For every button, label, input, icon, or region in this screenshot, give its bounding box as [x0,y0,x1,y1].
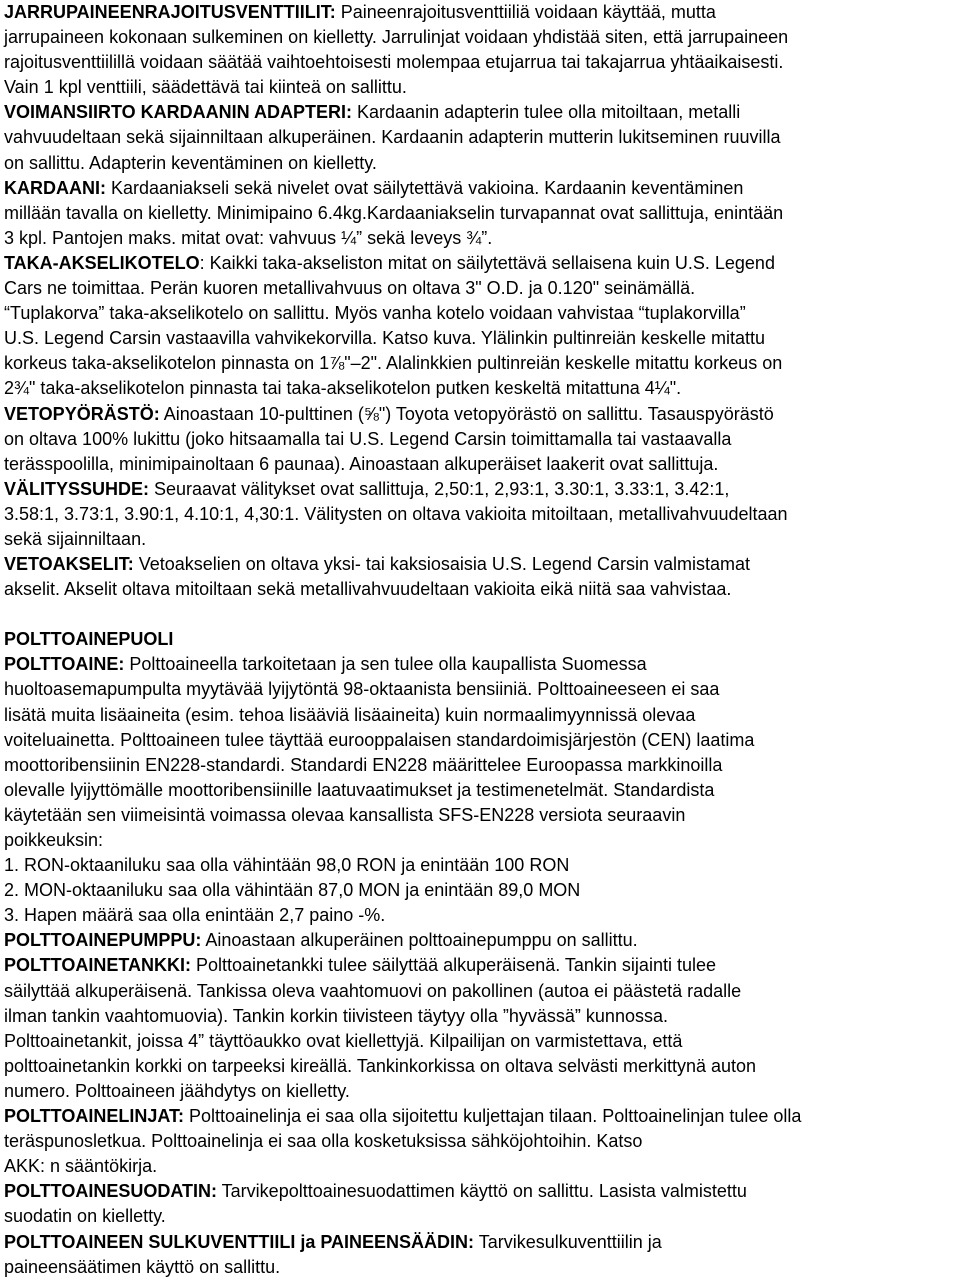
paragraph-heading: VETOPYÖRÄSTÖ: [4,403,160,424]
paragraph-heading: TAKA-AKSELIKOTELO [4,252,200,273]
paragraph-valityssuhde [4,477,956,552]
paragraph-text: Seuraavat välitykset ovat sallittuja, 2,50:1, 2,93:1, 3.30:1, 3.33:1, 3.42:1, 3.58:1, 3.73:1, 3.90:1, 4.10:1, 4,30:1. Välitysten on oltava vakioita mitoiltaan, metallivahvuudeltaan sekä sijainniltaan. [4,478,788,549]
paragraph-heading: POLTTOAINEEN SULKUVENTTIILI ja PAINEENSÄÄDIN: [4,1231,475,1252]
blank-line [4,602,956,627]
paragraph-text: Vetoakselien on oltava yksi- tai kaksiosaisia U.S. Legend Carsin valmistamat akselit. Akselit oltava mitoiltaan sekä metallivahvuudeltaan vakioita eikä niitä saa vahvistaa. [4,554,750,600]
paragraph-vetoakselit [4,552,956,602]
paragraph-text: Kardaanin adapterin tulee olla mitoiltaan, metalli vahvuudeltaan sekä sijainniltaan alkuperäinen. Kardaanin adapterin mutterin lukitseminen ruuvilla on sallittu. Adapterin keventäminen on kielletty. [4,102,781,173]
paragraph-text: Tarvikesulkuventtiilin ja paineensäätimen käyttö on sallittu. [4,1231,662,1277]
paragraph-taka-akselikotelo [4,251,956,402]
section-title: POLTTOAINEPUOLI [4,629,174,650]
paragraph-heading: VOIMANSIIRTO KARDAANIN ADAPTERI: [4,102,353,123]
paragraph-kardaani [4,176,956,251]
paragraph-heading: JARRUPAINEENRAJOITUSVENTTIILIT: [4,2,336,22]
paragraph-text: : Kaikki taka-akseliston mitat on säilytettävä sellaisena kuin U.S. Legend Cars ne toimittaa. Perän kuoren metallivahvuus on oltava 3" O.D. ja 0.120" seinämällä. “Tuplakorva” taka-akselikotelo on sallittu. Myös vanha kotelo voidaan vahvistaa “tuplakorvilla” U.S. Legend Carsin vastaavilla vahvikekorvilla. Katso kuva. Ylälinkin pultinreiän keskelle mitattu korkeus taka-akselikotelon pinnasta on 1⅞"–2". Alalinkkien pultinreiän keskelle mitattu korkeus on 2¾" taka-akselikotelon pinnasta tai taka-akselikotelon putken keskeltä mitattuna 4¼". [4,252,783,399]
paragraph-polttoaineen-sulkuventtiili [4,1230,956,1280]
paragraph-vetopyorasto [4,402,956,477]
paragraph-text: Kardaaniakseli sekä nivelet ovat säilytettävä vakioina. Kardaanin keventäminen millään tavalla on kielletty. Minimipaino 6.4kg.Kardaaniakselin turvapannat ovat sallittuja, enintään 3 kpl. Pantojen maks. mitat ovat: vahvuus ¼” sekä leveys ¾”. [4,177,784,248]
paragraph-heading: POLTTOAINEPUMPPU: [4,930,202,951]
paragraph-text: Tarvikepolttoainesuodattimen käyttö on sallittu. Lasista valmistettu suodatin on kielletty. [4,1181,747,1227]
paragraph-heading: POLTTOAINELINJAT: [4,1106,184,1127]
paragraph-text: Ainoastaan alkuperäinen polttoainepumppu on sallittu. [201,930,638,951]
paragraph-polttoainepumppu [4,928,956,953]
paragraph-heading: POLTTOAINETANKKI: [4,955,191,976]
paragraph-heading: POLTTOAINE: [4,654,125,675]
paragraph-polttoainelinjat [4,1104,956,1179]
paragraph-text: Polttoainelinja ei saa olla sijoitettu kuljettajan tilaan. Polttoainelinjan tulee olla teräspunosletkua. Polttoainelinja ei saa olla kosketuksissa sähköjohtoihin. Katso AKK: n sääntökirja. [4,1106,802,1177]
paragraph-jarrupaineenrajoitusventtiilit [4,0,956,100]
paragraph-text: Polttoainetankki tulee säilyttää alkuperäisenä. Tankin sijainti tulee säilyttää alkuperäisenä. Tankissa oleva vaahtomuovi on pakollinen (autoa ei päästetä radalle ilman tankin vaahtomuovia). Tankin korkin tiivisteen täytyy olla ”hyvässä” kunnossa. Polttoainetankit, joissa 4” täyttöaukko ovat kiellettyjä. Kilpailijan on varmistettava, että polttoainetankin korkki on tarpeeksi kireällä. Tankinkorkissa on oltava selvästi merkittynä auton numero. Polttoaineen jäähdytys on kielletty. [4,955,757,1101]
paragraph-text: Polttoaineella tarkoitetaan ja sen tulee olla kaupallista Suomessa huoltoasemapumpulta myytävää lyijytöntä 98-oktaanista bensiiniä. Polttoaineeseen ei saa lisätä muita lisäaineita (esim. tehoa lisääviä lisäaineita) kuin normaalimyynnissä olevaa voiteluainetta. Polttoaineen tulee täyttää eurooppalaisen standardoimisjärjestön (CEN) laatima moottoribensiinin EN228-standardi. Standardi EN228 määrittelee Euroopassa markkinoilla olevalle lyijyttömälle moottoribensiinille laatuvaatimukset ja testimenetelmät. Standardista käytetään sen viimeisintä voimassa olevaa kansallista SFS-EN228 versiota seuraavin poikkeuksin: 1. RON-oktaaniluku saa olla vähintään 98,0 RON ja enintään 100 RON 2. MON-oktaaniluku saa olla vähintään 87,0 MON ja enintään 89,0 MON 3. Hapen määrä saa olla enintään 2,7 paino -%. [4,654,755,926]
paragraph-voimansiirto-kardaanin-adapteri [4,100,956,175]
paragraph-polttoaine [4,652,956,928]
paragraph-polttoainesuodatin [4,1179,956,1229]
paragraph-heading: KARDAANI: [4,177,106,198]
paragraph-heading: VÄLITYSSUHDE: [4,478,150,499]
paragraph-polttoainetankki [4,953,956,1104]
paragraph-heading: VETOAKSELIT: [4,554,134,575]
paragraph-heading: POLTTOAINESUODATIN: [4,1181,217,1202]
paragraph-text: Paineenrajoitusventtiiliä voidaan käyttää, mutta jarrupaineen kokonaan sulkeminen on kielletty. Jarrulinjat voidaan yhdistää siten, että jarrupaineen rajoitusventtiilillä voidaan säätää vaihtoehtoisesti molempaa etujarrua tai takajarrua yhtäaikaisesti. Vain 1 kpl venttiili, säädettävä tai kiinteä on sallittu. [4,2,789,98]
paragraph-text: Ainoastaan 10-pulttinen (⅝") Toyota vetopyörästö on sallittu. Tasauspyörästö on oltava 100% lukittu (joko hitsaamalla tai U.S. Legend Carsin toimittamalla tai vastaavalla terässpoolilla, minimipainoltaan 6 paunaa). Ainoastaan alkuperäiset laakerit ovat sallittuja. [4,403,774,474]
